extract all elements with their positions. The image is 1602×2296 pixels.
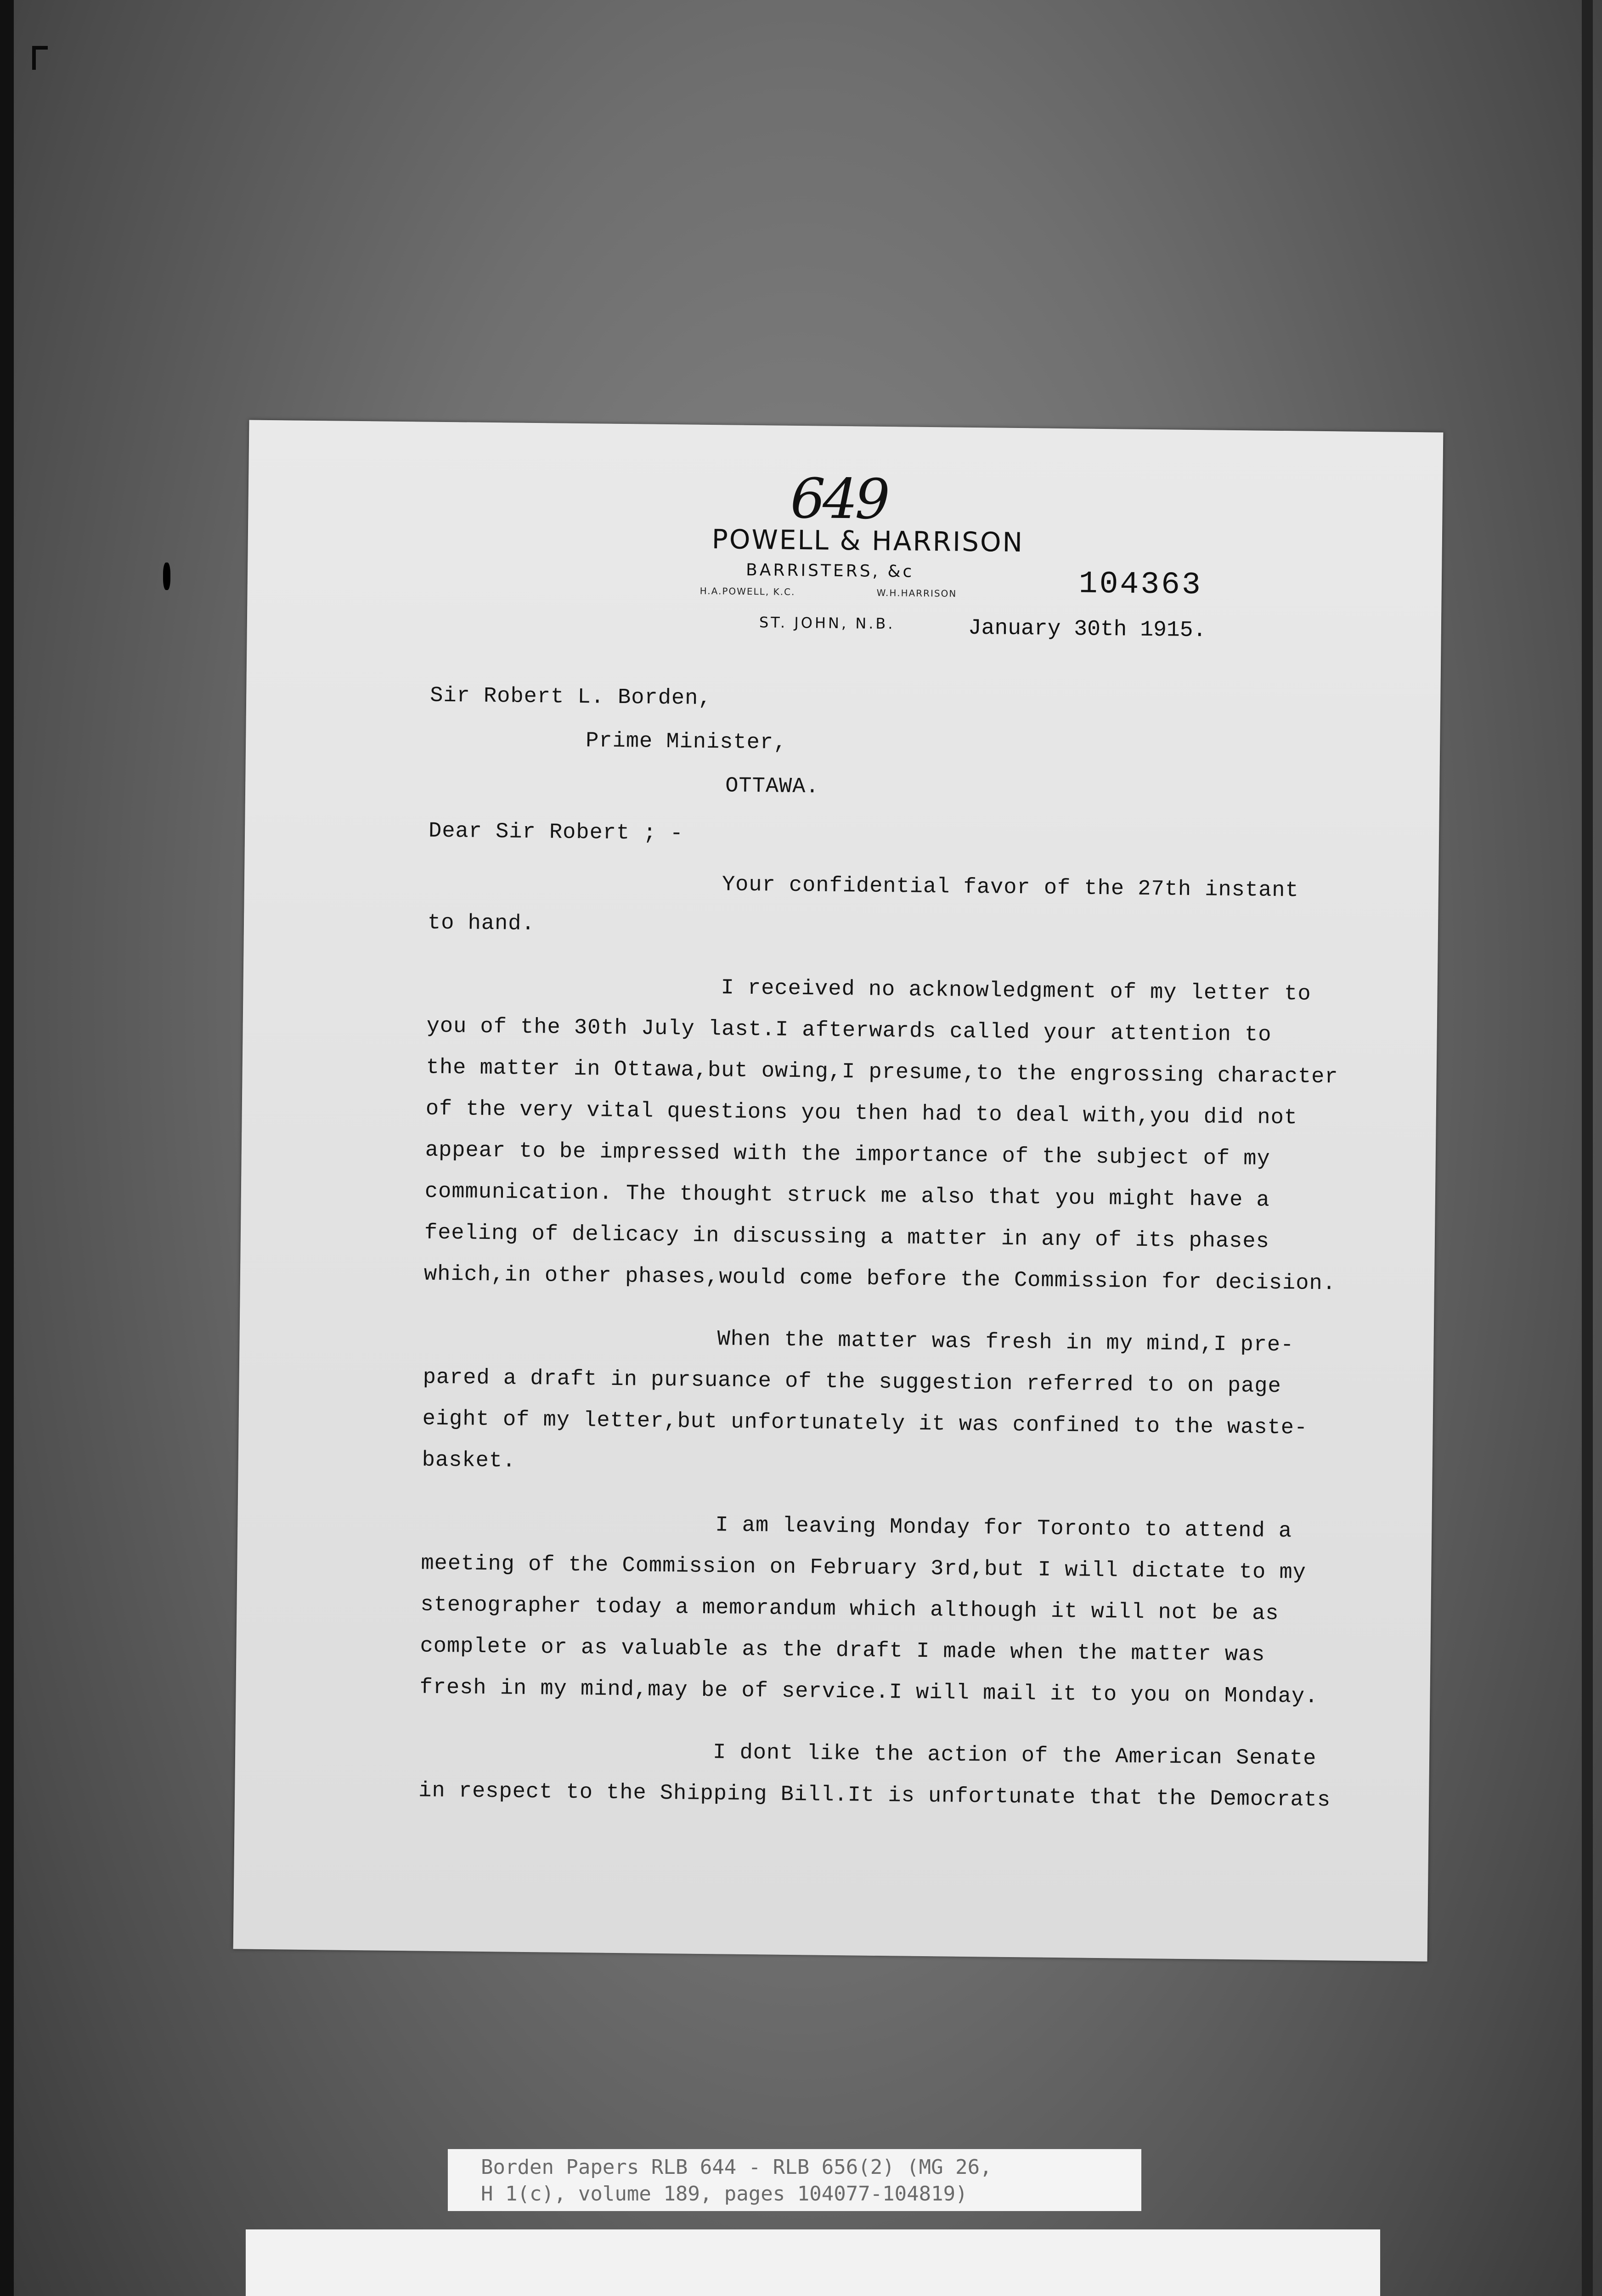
punch-mark xyxy=(163,563,170,590)
body-line: which,in other phases,would come before the Commission for decision. xyxy=(423,1262,1337,1296)
body-line: feeling of delicacy in discussing a matter in any of its phases xyxy=(424,1221,1270,1254)
body-line: stenographer today a memorandum which although it will not be as xyxy=(420,1593,1279,1626)
corner-registration-mark xyxy=(32,46,48,70)
handwritten-page-number: 649 xyxy=(790,467,888,532)
letter-date: January 30th 1915. xyxy=(968,615,1207,643)
body-line: basket. xyxy=(422,1448,516,1474)
letterhead-location: ST. JOHN, N.B. xyxy=(759,613,895,633)
body-line: appear to be impressed with the importance of the subject of my xyxy=(425,1138,1270,1171)
body-line: fresh in my mind,may be of service.I will mail it to you on Monday. xyxy=(419,1675,1319,1710)
letterhead-subtitle: BARRISTERS, &c xyxy=(745,560,914,581)
body-line: communication. The thought struck me also that you might have a xyxy=(424,1179,1270,1213)
archives-card xyxy=(246,2229,1380,2296)
addressee-title: Prime Minister, xyxy=(585,729,787,755)
body-line: meeting of the Commission on February 3rd,but I will dictate to my xyxy=(421,1551,1307,1585)
letterhead-partner-2: W.H.HARRISON xyxy=(876,587,957,599)
source-caption xyxy=(448,2149,1141,2211)
film-edge xyxy=(0,0,14,2296)
body-line: When the matter was fresh in my mind,I pre- xyxy=(717,1327,1294,1358)
caption-line: Borden Papers RLB 644 - RLB 656(2) (MG 26, xyxy=(481,2155,992,2179)
letterhead-firm-name: POWELL & HARRISON xyxy=(711,523,1024,558)
body-line: to hand. xyxy=(427,911,535,937)
body-line: of the very vital questions you then had to deal with,you did not xyxy=(425,1097,1298,1131)
body-line: you of the 30th July last.I afterwards called your attention to xyxy=(426,1014,1272,1047)
salutation: Dear Sir Robert ; - xyxy=(428,819,684,846)
body-line: Your confidential favor of the 27th instant xyxy=(722,872,1299,903)
body-line: I am leaving Monday for Toronto to attend a xyxy=(715,1513,1292,1544)
body-line: eight of my letter,but unfortunately it was confined to the waste- xyxy=(422,1407,1308,1441)
document-number-stamp: 104363 xyxy=(1078,566,1203,603)
body-line: in respect to the Shipping Bill.It is unfortunate that the Democrats xyxy=(418,1778,1331,1813)
addressee-name: Sir Robert L. Borden, xyxy=(429,683,712,711)
film-frame-right xyxy=(1582,0,1593,2296)
body-line: complete or as valuable as the draft I made when the matter was xyxy=(420,1634,1265,1667)
addressee-city: OTTAWA. xyxy=(725,774,819,799)
letter-page xyxy=(233,420,1444,1961)
body-line: I received no acknowledgment of my letter to xyxy=(721,976,1311,1007)
caption-line: H 1(c), volume 189, pages 104077-104819) xyxy=(481,2182,968,2206)
body-line: I dont like the action of the American Senate xyxy=(712,1740,1317,1771)
letterhead-partner-1: H.A.POWELL, K.C. xyxy=(699,585,795,597)
body-line: pared a draft in pursuance of the suggestion referred to on page xyxy=(423,1365,1281,1399)
body-line: the matter in Ottawa,but owing,I presume,to the engrossing character xyxy=(426,1055,1338,1090)
